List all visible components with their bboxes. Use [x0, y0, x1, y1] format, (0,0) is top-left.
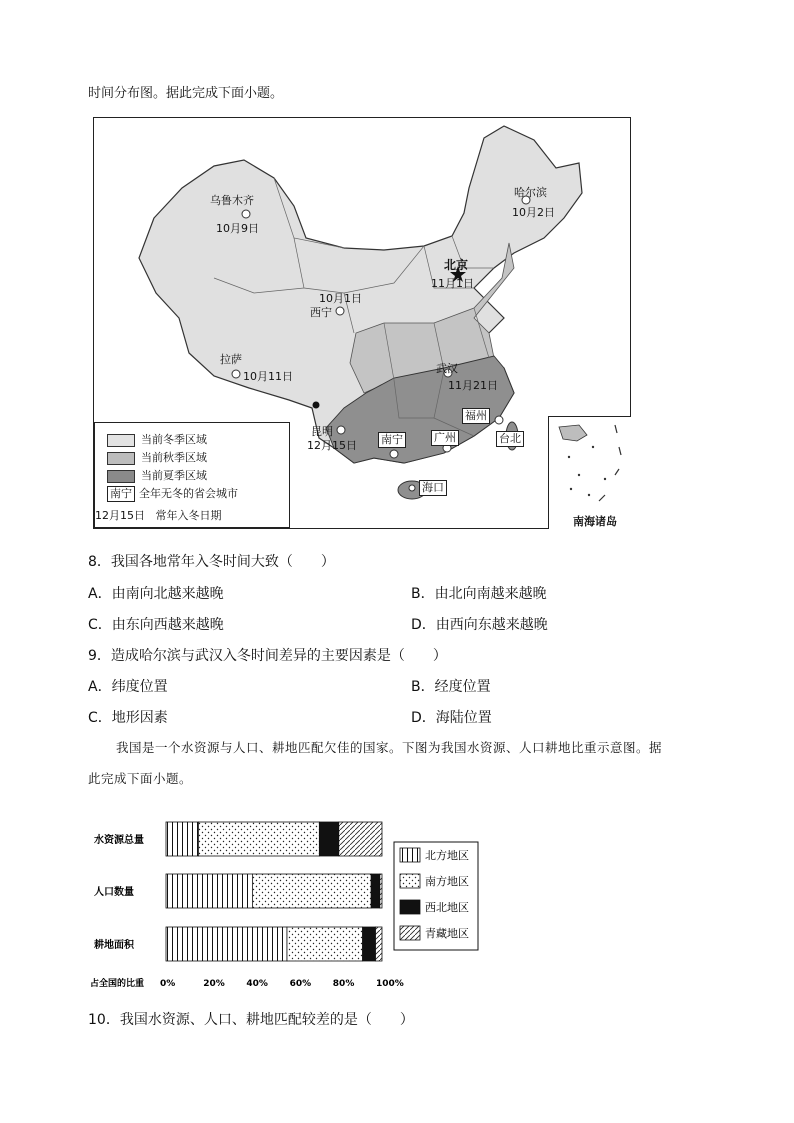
city-beijing: 北京 [444, 258, 469, 272]
bar-segment [371, 874, 380, 908]
legend-winter: 当前冬季区域 [107, 431, 207, 447]
legend-swatch [400, 848, 420, 862]
legend-label: 青藏地区 [425, 927, 469, 940]
south-china-sea-inset [548, 416, 631, 529]
date-kunming: 12月15日 [307, 439, 357, 452]
fuzhou-marker [495, 416, 503, 424]
kunming-marker [337, 426, 345, 434]
inset-label: 南海诸岛 [573, 515, 617, 528]
q9-stem: 9．造成哈尔滨与武汉入冬时间差异的主要因素是（ ） [88, 648, 447, 664]
category-label: 人口数量 [94, 887, 134, 898]
date-lhasa: 10月11日 [243, 370, 293, 383]
city-fuzhou: 福州 [462, 408, 490, 424]
q10-stem: 10．我国水资源、人口、耕地匹配较差的是（ ） [88, 1012, 414, 1028]
urumqi-marker [242, 210, 250, 218]
city-haikou: 海口 [419, 480, 447, 496]
q8-option-b[interactable]: B．由北向南越来越晚 [411, 586, 547, 602]
q8-option-d[interactable]: D．由西向东越来越晚 [411, 617, 548, 633]
legend-no-winter: 南宁 全年无冬的省会城市 [107, 485, 238, 502]
city-kunming: 昆明 [311, 425, 333, 438]
border-point-marker [313, 402, 320, 409]
city-xining: 西宁 [310, 306, 332, 319]
date-xining: 10月1日 [319, 292, 362, 305]
city-taipei: 台北 [496, 431, 524, 447]
intro-text: 时间分布图。据此完成下面小题。 [88, 86, 284, 101]
legend-label: 西北地区 [425, 901, 469, 914]
bar-segment [166, 822, 198, 856]
city-lhasa: 拉萨 [220, 353, 242, 366]
q9-option-a[interactable]: A．纬度位置 [88, 679, 168, 695]
x-tick-label: 60% [289, 979, 312, 989]
city-nanning: 南宁 [378, 432, 406, 448]
q8-option-c[interactable]: C．由东向西越来越晚 [88, 617, 224, 633]
bar-segment [166, 874, 252, 908]
q8-option-a[interactable]: A．由南向北越来越晚 [88, 586, 224, 602]
legend-swatch [400, 874, 420, 888]
bar-segment [380, 874, 382, 908]
passage-line-2: 此完成下面小题。 [88, 771, 193, 786]
x-tick-label: 0% [160, 979, 176, 989]
category-label: 水资源总量 [94, 835, 144, 846]
legend-label: 南方地区 [425, 875, 469, 888]
bar-segment [376, 927, 382, 961]
city-harbin: 哈尔滨 [514, 186, 547, 199]
nanning-marker [390, 450, 398, 458]
x-tick-label: 20% [203, 979, 225, 989]
map-legend [94, 422, 290, 528]
chart-svg [90, 810, 490, 1000]
x-tick-label: 40% [246, 979, 268, 989]
bar-segment [198, 822, 319, 856]
date-beijing: 11月1日 [431, 277, 474, 290]
resource-share-chart [90, 810, 490, 1000]
q9-option-b[interactable]: B．经度位置 [411, 679, 491, 695]
xining-marker [336, 307, 344, 315]
bar-segment [166, 927, 287, 961]
date-wuhan: 11月21日 [448, 379, 498, 392]
legend-summer: 当前夏季区域 [107, 467, 207, 483]
legend-date: 12月15日 常年入冬日期 [95, 509, 222, 522]
q9-option-c[interactable]: C．地形因素 [88, 710, 168, 726]
category-label: 耕地面积 [94, 940, 134, 951]
haikou-marker [409, 485, 415, 491]
x-tick-label: 80% [332, 979, 355, 989]
city-guangzhou: 广州 [431, 430, 459, 446]
x-tick-label: 100% [376, 979, 404, 989]
bar-segment [363, 927, 376, 961]
x-axis-label: 占全国的比重 [90, 979, 145, 989]
bar-segment [339, 822, 382, 856]
bar-segment [287, 927, 363, 961]
legend-swatch [400, 926, 420, 940]
date-harbin: 10月2日 [512, 206, 555, 219]
legend-label: 北方地区 [425, 849, 469, 862]
legend-autumn: 当前秋季区域 [107, 449, 207, 465]
bar-segment [252, 874, 371, 908]
passage-line-1: 我国是一个水资源与人口、耕地匹配欠佳的国家。下图为我国水资源、人口耕地比重示意图。据 [116, 740, 663, 755]
date-urumqi: 10月9日 [216, 222, 259, 235]
legend-swatch [400, 900, 420, 914]
city-urumqi: 乌鲁木齐 [210, 194, 254, 207]
q9-option-d[interactable]: D．海陆位置 [411, 710, 492, 726]
china-winter-onset-map [93, 117, 631, 529]
q8-stem: 8．我国各地常年入冬时间大致（ ） [88, 554, 335, 570]
bar-segment [319, 822, 338, 856]
city-wuhan: 武汉 [436, 362, 458, 375]
lhasa-marker [232, 370, 240, 378]
